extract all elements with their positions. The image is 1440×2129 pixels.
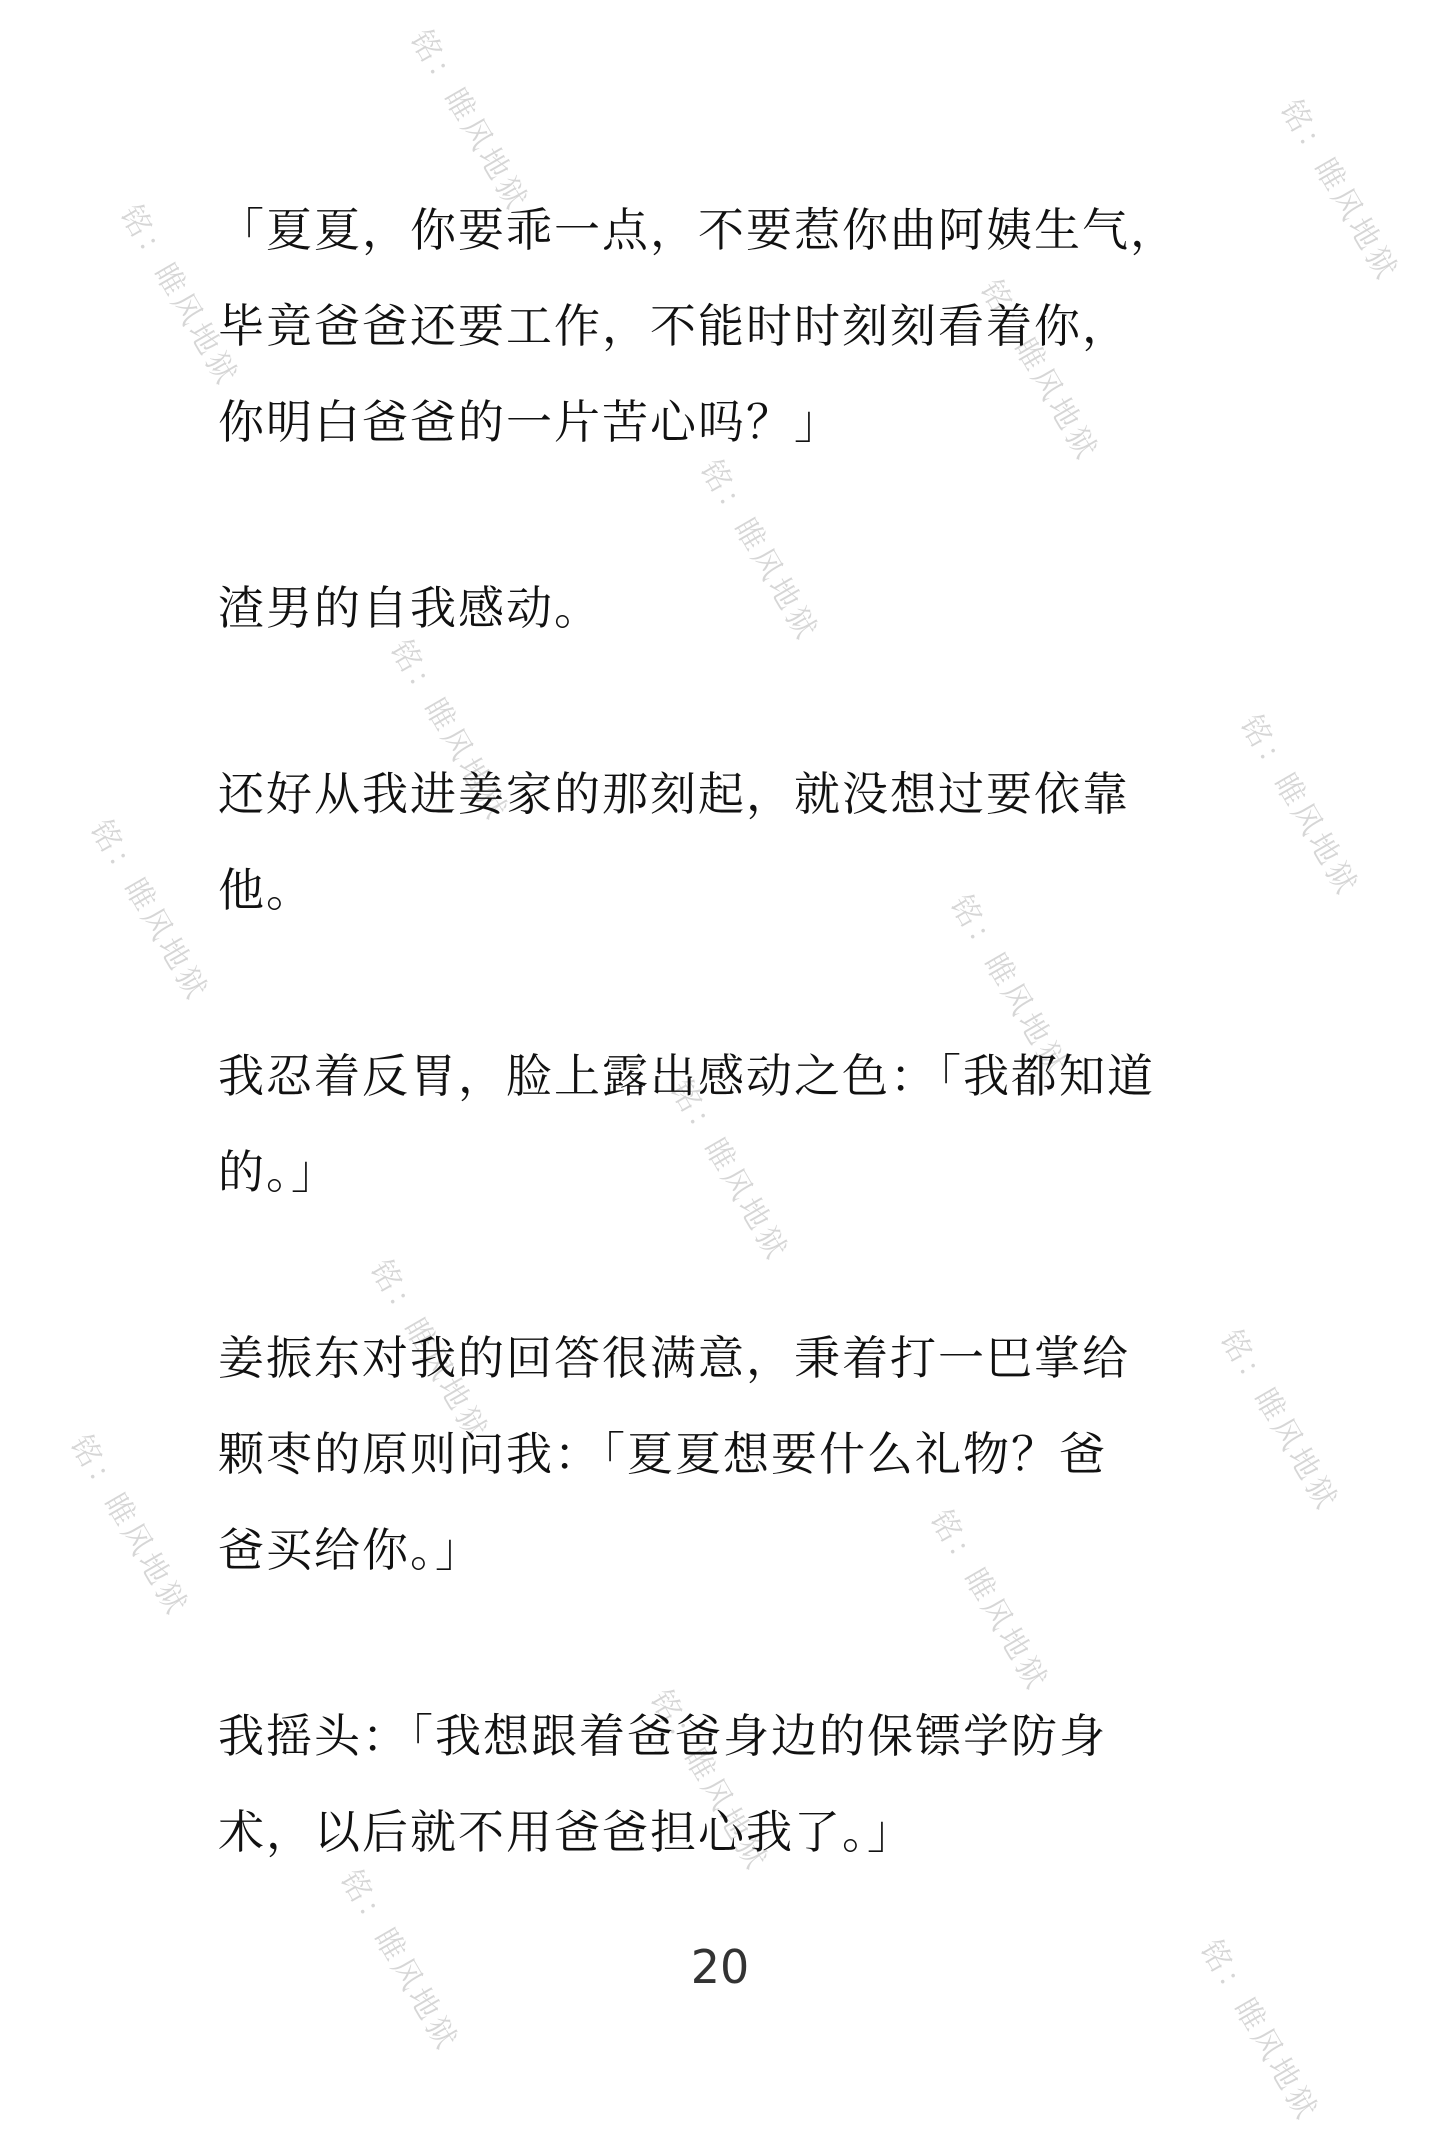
watermark: 铭：睢风地狱 bbox=[82, 814, 216, 1009]
watermark: 铭：睢风地狱 bbox=[112, 199, 246, 394]
watermark: 铭：睢风地狱 bbox=[1192, 1934, 1326, 2129]
watermark: 铭：睢风地狱 bbox=[1232, 709, 1366, 904]
paragraph: 姜振东对我的回答很满意，秉着打一巴掌给 颗枣的原则问我：「夏夏想要什么礼物？爸 爸买给你。」 bbox=[218, 1331, 1130, 1577]
watermark: 铭：睢风地狱 bbox=[62, 1429, 196, 1624]
watermark: 铭：睢风地狱 bbox=[662, 1074, 796, 1269]
watermark: 铭：睢风地狱 bbox=[972, 274, 1106, 469]
paragraph: 我忍着反胃，脸上露出感动之色：「我都知道 的。」 bbox=[218, 1049, 1155, 1199]
watermark: 铭：睢风地狱 bbox=[642, 1684, 776, 1879]
page-number: 20 bbox=[690, 1940, 750, 1994]
watermark: 铭：睢风地狱 bbox=[942, 889, 1076, 1084]
paragraph: 还好从我进姜家的那刻起，就没想过要依靠 他。 bbox=[218, 767, 1130, 917]
article-body bbox=[218, 182, 1228, 1970]
watermark: 铭：睢风地狱 bbox=[362, 1254, 496, 1449]
watermark: 铭：睢风地狱 bbox=[402, 24, 536, 219]
watermark: 铭：睢风地狱 bbox=[922, 1504, 1056, 1699]
paragraph: 「夏夏，你要乖一点，不要惹你曲阿姨生气， 毕竟爸爸还要工作，不能时时刻刻看着你， 你明白爸爸的一片苦心吗？」 bbox=[218, 203, 1178, 449]
paragraph: 我摇头：「我想跟着爸爸身边的保镖学防身 术，以后就不用爸爸担心我了。」 bbox=[218, 1709, 1107, 1859]
paragraph: 渣男的自我感动。 bbox=[218, 581, 602, 635]
watermark: 铭：睢风地狱 bbox=[692, 454, 826, 649]
watermark: 铭：睢风地狱 bbox=[382, 634, 516, 829]
watermark: 铭：睢风地狱 bbox=[332, 1864, 466, 2059]
watermark: 铭：睢风地狱 bbox=[1212, 1324, 1346, 1519]
watermark: 铭：睢风地狱 bbox=[1272, 94, 1406, 289]
